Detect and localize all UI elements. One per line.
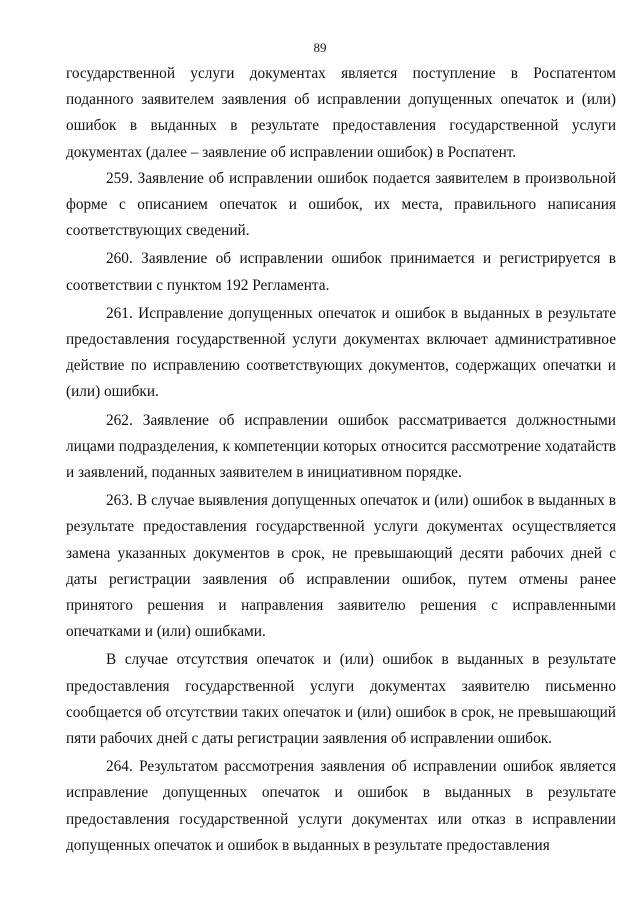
paragraph-261: 261. Исправление допущенных опечаток и ошибок в выданных в результате предоставления государственной услуги документах включает административное действие по исправлению соответствующих документов, содержащих опечатки и (или) ошибки. — [66, 304, 616, 401]
paragraph-262: 262. Заявление об исправлении ошибок рассматривается должностными лицами подразделения, к компетенции которых относится рассмотрение ходатайств и заявлений, поданных заявителем в инициативном порядке. — [66, 411, 616, 482]
document-body — [66, 61, 616, 859]
paragraph-continuation: государственной услуги документах является поступление в Роспатентом поданного заявителем заявления об исправлении допущенных опечаток и (или) ошибок в выданных в результате предоставления государственной услуги документах (далее – заявление об исправлении ошибок) в Роспатент. — [66, 65, 616, 161]
paragraph-264: 264. Результатом рассмотрения заявления об исправлении ошибок является исправление допущенных опечаток и ошибок в выданных в результате предоставления государственной услуги документах или отказ в исправлении допущенных опечаток и ошибок в выданных в результате предоставления — [66, 758, 616, 854]
paragraph-259: 259. Заявление об исправлении ошибок подается заявителем в произвольной форме с описанием опечаток и ошибок, их места, правильного написания соответствующих сведений. — [66, 169, 616, 240]
page-number: 89 — [313, 40, 327, 55]
paragraph-263-note: В случае отсутствия опечаток и (или) ошибок в выданных в результате предоставления государственной услуги документах заявителю письменно сообщается об отсутствии таких опечаток и (или) ошибок в срок, не превышающий пяти рабочих дней с даты регистрации заявления об исправлении ошибок. — [66, 651, 616, 748]
paragraph-260: 260. Заявление об исправлении ошибок принимается и регистрируется в соответствии с пунктом 192 Регламента. — [66, 250, 616, 294]
paragraph-263: 263. В случае выявления допущенных опечаток и (или) ошибок в выданных в результате предоставления государственной услуги документах осуществляется замена указанных документов в срок, не превышающий десяти рабочих дней с даты регистрации заявления об исправлении ошибок, путем отмены ранее принятого решения и направления заявителю решения с исправленными опечатками и (или) ошибками. — [66, 492, 616, 641]
